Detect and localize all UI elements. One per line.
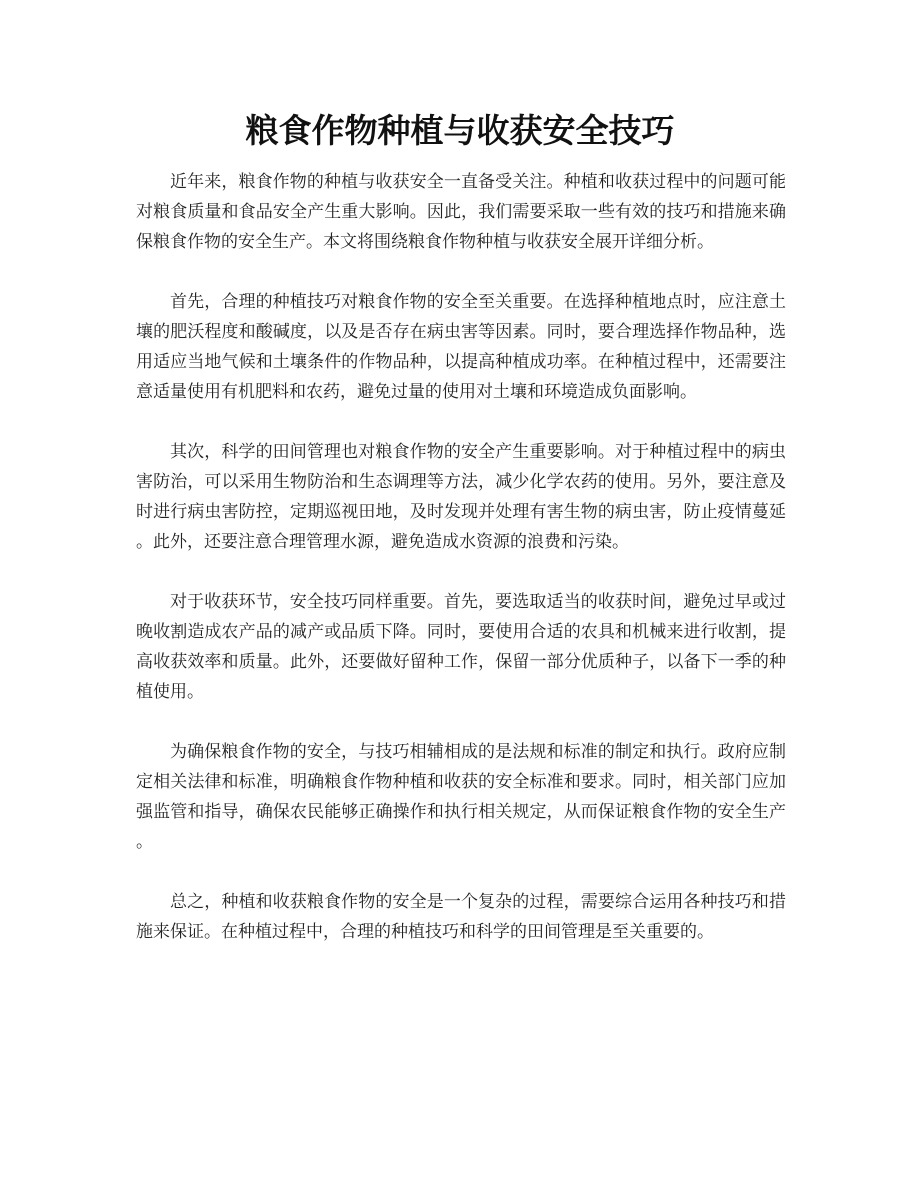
- paragraph-regulation: 为确保粮食作物的安全，与技巧相辅相成的是法规和标准的制定和执行。政府应制定相关法律和标准，明确粮食作物种植和收获的安全标准和要求。同时，相关部门应加强监管和指导，确保农民能够正确操作和执行相关规定，从而保证粮食作物的安全生产。: [136, 742, 786, 852]
- paragraph-harvest: 对于收获环节，安全技巧同样重要。首先，要选取适当的收获时间，避免过早或过晚收割造成农产品的减产或品质下降。同时，要使用合适的农具和机械来进行收割，提高收获效率和质量。此外，还要做好留种工作，保留一部分优质种子，以备下一季的种植使用。: [136, 592, 786, 702]
- document-body: [136, 153, 786, 977]
- top-spacer: [136, 153, 786, 167]
- paragraph-field-management: 其次，科学的田间管理也对粮食作物的安全产生重要影响。对于种植过程中的病虫害防治，可以采用生物防治和生态调理等方法，减少化学农药的使用。另外，要注意及时进行病虫害防控，定期巡视田地，及时发现并处理有害生物的病虫害，防止疫情蔓延。此外，还要注意合理管理水源，避免造成水资源的浪费和污染。: [136, 442, 786, 552]
- document-title: 粮食作物种植与收获安全技巧: [245, 111, 675, 150]
- paragraph-planting: 首先，合理的种植技巧对粮食作物的安全至关重要。在选择种植地点时，应注意土壤的肥沃程度和酸碱度，以及是否存在病虫害等因素。同时，要合理选择作物品种，选用适应当地气候和土壤条件的作物品种，以提高种植成功率。在种植过程中，还需要注意适量使用有机肥料和农药，避免过量的使用对土壤和环境造成负面影响。: [136, 292, 786, 402]
- paragraph-conclusion: 总之，种植和收获粮食作物的安全是一个复杂的过程，需要综合运用各种技巧和措施来保证。在种植过程中，合理的种植技巧和科学的田间管理是至关重要的。: [136, 892, 786, 942]
- paragraph-intro: 近年来，粮食作物的种植与收获安全一直备受关注。种植和收获过程中的问题可能对粮食质量和食品安全产生重大影响。因此，我们需要采取一些有效的技巧和措施来确保粮食作物的安全生产。本文将围绕粮食作物种植与收获安全展开详细分析。: [136, 172, 786, 252]
